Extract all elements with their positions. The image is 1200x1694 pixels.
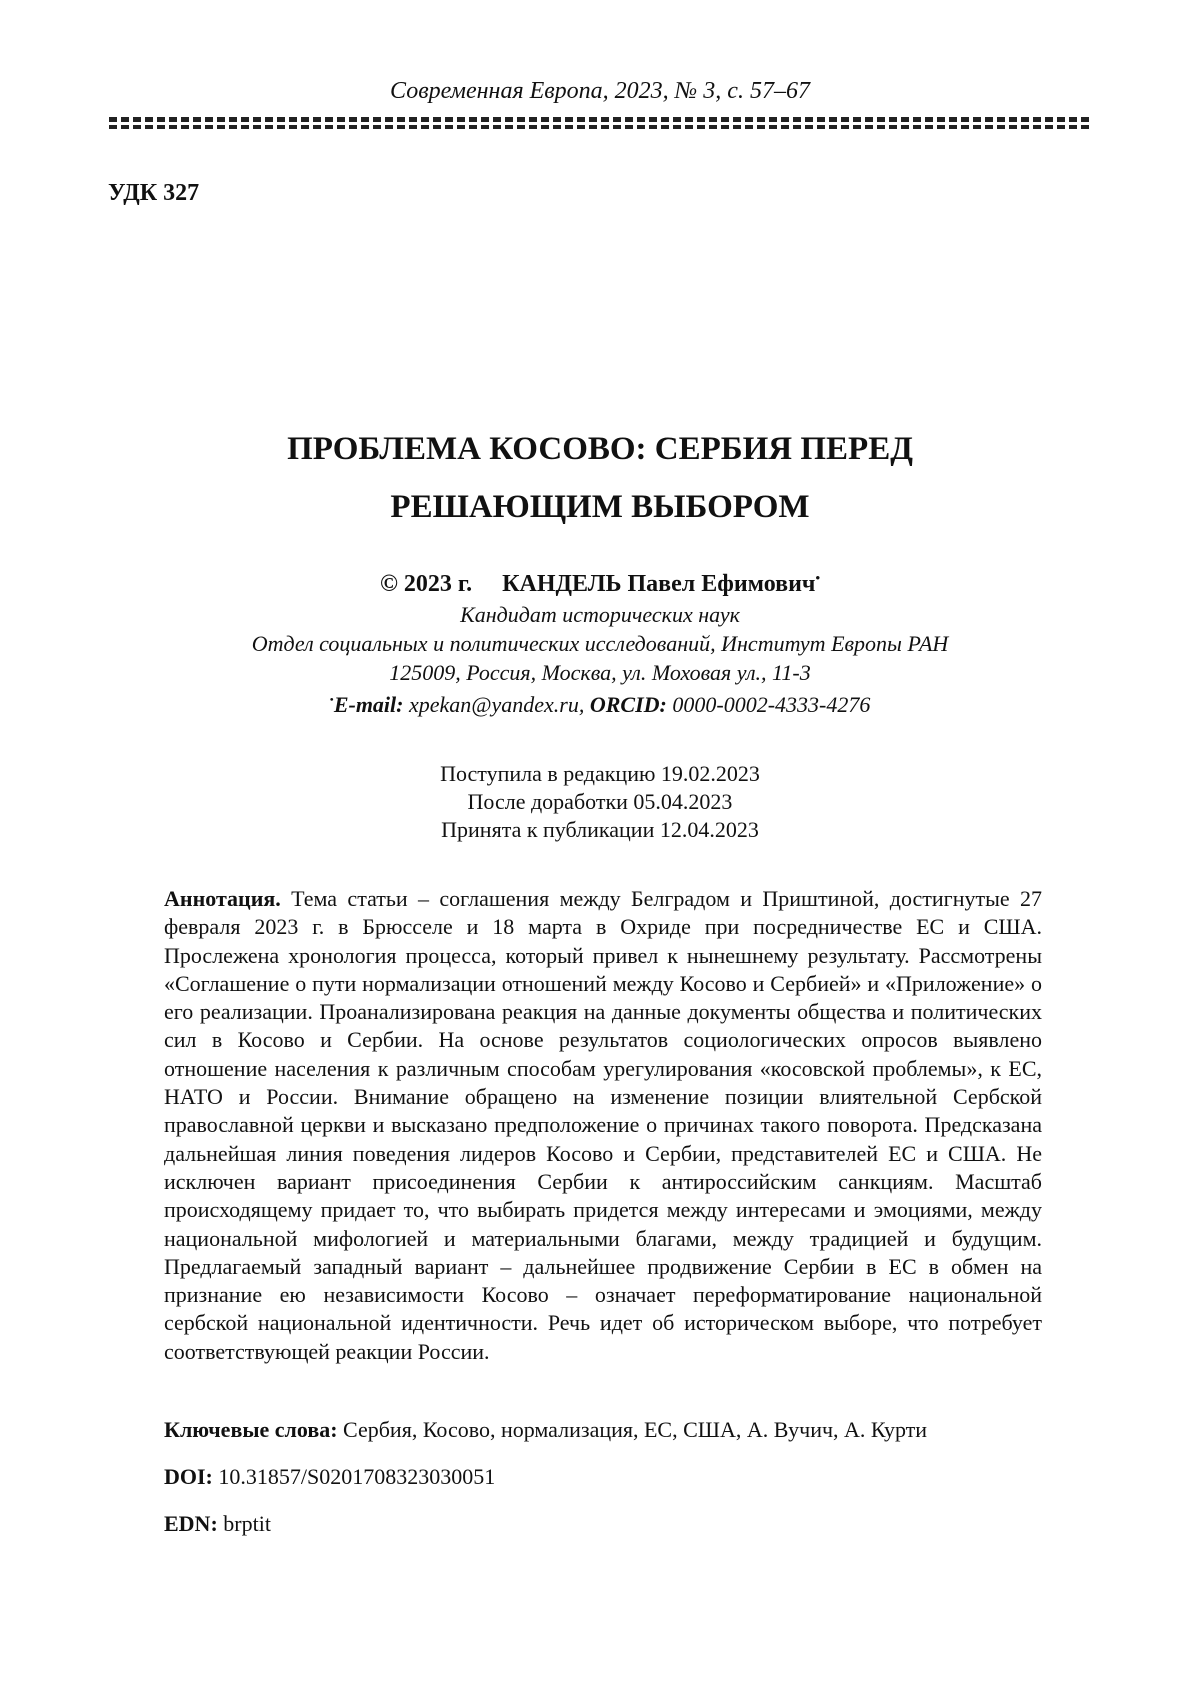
submission-dates: [0, 760, 1200, 844]
abstract-label: Аннотация.: [164, 886, 281, 911]
email-label: E-mail:: [333, 692, 404, 717]
journal-citation: Современная Европа, 2023, № 3, с. 57–67: [390, 78, 810, 104]
date-revised: После доработки 05.04.2023: [467, 789, 733, 814]
copyright-year: © 2023 г.: [380, 571, 473, 597]
author-line: [0, 570, 1200, 598]
doi-label: DOI:: [164, 1464, 213, 1489]
author-footnote-mark: •: [815, 570, 820, 585]
title-line-2: РЕШАЮЩИМ ВЫБОРОМ: [390, 489, 810, 525]
keywords-label: Ключевые слова:: [164, 1417, 338, 1442]
date-received: Поступила в редакцию 19.02.2023: [440, 761, 760, 786]
doi-value[interactable]: 10.31857/S0201708323030051: [218, 1464, 496, 1489]
doi: [164, 1464, 1064, 1490]
header-double-dashed-rule: [109, 117, 1093, 129]
keywords-text: Сербия, Косово, нормализация, ЕС, США, А. Вучич, А. Курти: [343, 1417, 928, 1442]
contact-footnote-mark: •: [329, 692, 334, 707]
abstract: [164, 885, 1042, 1366]
abstract-text: Тема статьи – соглашения между Белградом и Приштиной, достигнутые 27 февраля 2023 г. в Брюсселе и 18 марта в Охриде при посредничестве ЕС и США. Прослежена хронология процесса, который привел к нынешнему результату. Рассмотрены «Соглашение о пути нормализации отношений между Косово и Сербией» и «Приложение» о его реализации. Проанализирована реакция на данные документы общества и политических сил в Косово и Сербии. На основе результатов социологических опросов выявлено отношение населения к различным способам урегулирования «косовской проблемы», к ЕС, НАТО и России. Внимание обращено на изменение позиции влиятельной Сербской православной церкви и высказано предположение о причинах такого поворота. Предсказана дальнейшая линия поведения лидеров Косово и Сербии, представителей ЕС и США. Не исключен вариант присоединения Сербии к антироссийским санкциям. Масштаб происходящему придает то, что выбирать придется между интересами и эмоциями, между национальной мифологией и материальными благами, между традицией и будущим. Предлагаемый западный вариант – дальнейшее продвижение Сербии в ЕС в обмен на признание ею независимости Косово – означает переформатирование национальной сербской национальной идентичности. Речь идет об историческом выборе, что потребует соответствующей реакции России.: [164, 886, 1042, 1364]
udk-code: УДК 327: [108, 180, 200, 206]
article-title: [0, 420, 1200, 536]
author-degree: Кандидат исторических наук: [460, 602, 740, 627]
title-line-1: ПРОБЛЕМА КОСОВО: СЕРБИЯ ПЕРЕД: [287, 431, 913, 467]
keywords: [164, 1417, 1064, 1443]
author-department: Отдел социальных и политических исследований, Институт Европы РАН: [251, 631, 949, 656]
date-accepted: Принята к публикации 12.04.2023: [441, 817, 759, 842]
edn: [164, 1511, 1064, 1537]
author-affiliation: [0, 600, 1200, 687]
email-link[interactable]: xpekan@yandex.ru,: [408, 692, 585, 717]
author-name: КАНДЕЛЬ Павел Ефимович: [502, 571, 816, 597]
author-address: 125009, Россия, Москва, ул. Моховая ул., 11-3: [389, 660, 811, 685]
author-contact: [0, 692, 1200, 718]
orcid-label: ORCID:: [589, 692, 667, 717]
orcid-value[interactable]: 0000-0002-4333-4276: [672, 692, 871, 717]
edn-value: brptit: [223, 1511, 271, 1536]
edn-label: EDN:: [164, 1511, 218, 1536]
